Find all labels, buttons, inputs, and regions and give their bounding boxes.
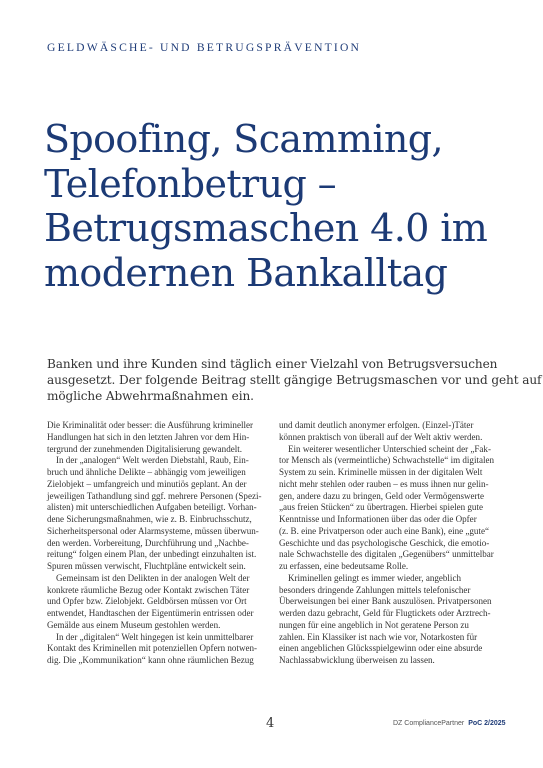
body-line: Spuren müssen verwischt, Fluchtpläne entwickelt sein. — [47, 561, 246, 571]
lead-line: Banken und ihre Kunden sind täglich einer Vielzahl von Betrugsversuchen — [47, 357, 498, 371]
body-line: nungen für eine angeblich in Not geratene Person zu — [279, 619, 469, 630]
body-line: besonders dringende Zahlungen mittels telefonischer — [279, 584, 471, 595]
body-line: tor Mensch als (vermeintliche) Schwachstelle“ im digitalen — [279, 455, 495, 466]
section-kicker: GELDWÄSCHE- UND BETRUGSPRÄVENTION — [47, 41, 362, 54]
body-line: und Opfer bzw. Zielobjekt. Geldbörsen müssen vor Ort — [47, 596, 247, 607]
body-line: Überweisungen bei einer Bank auszulösen. Privatpersonen — [279, 596, 492, 607]
lead-line: ausgesetzt. Der folgende Beitrag stellt gängige Betrugsmaschen vor und geht auf — [47, 373, 542, 387]
body-line: Handlungen hat sich in den letzten Jahren vor dem Hin- — [47, 431, 250, 442]
body-line: Kenntnisse und Informationen über das oder die Opfer — [279, 514, 477, 524]
body-line: Gemeinsam ist den Delikten in der analogen Welt der — [56, 572, 250, 583]
body-line: Zielobjekt – umfangreich und minutiös geplant. An der — [47, 478, 247, 489]
body-column-right — [279, 420, 511, 667]
body-column-left — [47, 420, 279, 667]
body-line: einen angeblichen Glücksspielgewinn oder eine absurde — [279, 643, 483, 654]
title-line: Spoofing, Scamming, — [44, 117, 443, 161]
body-line: gen, andere dazu zu bringen, Geld oder Vermögenswerte — [279, 490, 485, 501]
body-line: bruch und ähnliche Delikte – abhängig vom jeweiligen — [47, 467, 246, 477]
body-line: In der „analogen“ Welt werden Diebstahl, Raub, Ein- — [56, 455, 249, 466]
article-lead — [47, 356, 542, 404]
body-line: (z. B. eine Privatperson oder auch eine Bank), eine „gute“ — [279, 525, 490, 536]
article-title — [44, 117, 514, 295]
title-line: Betrugsmaschen 4.0 im — [44, 206, 488, 250]
body-line: dig. Die „Kommunikation“ kann ohne räumlichen Bezug — [47, 655, 254, 665]
body-line: können praktisch von überall auf der Welt aktiv werden. — [279, 431, 483, 442]
publication-name: DZ CompliancePartner — [393, 720, 465, 727]
page-number: 4 — [266, 716, 275, 731]
body-line: Kriminellen gelingt es immer wieder, angeblich — [288, 572, 461, 583]
body-line: und damit deutlich anonymer erfolgen. (Einzel-)Täter — [279, 420, 474, 430]
body-line: alisten) mit unterschiedlichen Aufgaben beteiligt. Vorhan- — [47, 502, 257, 513]
body-line: den werden. Vorbereitung, Durchführung und „Nachbe- — [47, 537, 249, 548]
body-line: zu erfassen, eine bedeutsame Rolle. — [279, 561, 409, 571]
body-line: werden dazu gebracht, Geld für Flugtickets oder Arztrech- — [279, 608, 491, 618]
body-line: „aus freien Stücken“ zu übertragen. Hierbei spielen gute — [279, 502, 483, 513]
body-line: dene Sicherungsmaßnahmen, wie z. B. Einbruchsschutz, — [47, 514, 252, 524]
body-line: nicht mehr stehlen oder rauben – es muss ihnen nur gelin- — [279, 478, 489, 489]
body-line: nale Schwachstelle des digitalen „Gegenübers“ unmittelbar — [279, 549, 494, 560]
body-line: Gemälde aus einem Museum gestohlen werden. — [47, 619, 221, 630]
body-line: tergrund der zunehmenden Digitalisierung gewandelt. — [47, 443, 243, 454]
body-line: Die Kriminalität oder besser: die Ausführung krimineller — [47, 420, 254, 430]
body-line: Sicherheitspersonal oder Alarmsysteme, müssen überwun- — [47, 525, 259, 536]
body-line: entwendet, Handtaschen der Eigentümerin entrissen oder — [47, 608, 254, 618]
body-line: zahlen. Ein Klassiker ist nach wie vor, Notarkosten für — [279, 631, 478, 642]
body-line: In der „digitalen“ Welt hingegen ist kein unmittelbarer — [56, 631, 254, 642]
body-line: jeweiligen Tathandlung sind ggf. mehrere Personen (Spezi- — [47, 490, 262, 501]
title-line: Telefonbetrug – — [44, 161, 337, 206]
body-line: reitung“ folgen einem Plan, der unbedingt einzuhalten ist. — [47, 549, 257, 560]
body-line: Geschichte und das psychologische Geschick, die emotio- — [279, 537, 490, 548]
body-line: Kontakt des Kriminellen mit potenziellen Opfern notwen- — [47, 643, 258, 654]
title-line: modernen Bankalltag — [44, 250, 448, 295]
page-footer — [393, 720, 506, 727]
body-line: System zu sein. Kriminelle müssen in der digitalen Welt — [279, 467, 483, 477]
body-line: Ein weiterer wesentlicher Unterschied scheint der „Fak- — [288, 443, 491, 454]
lead-line: mögliche Abwehrmaßnahmen ein. — [47, 389, 254, 403]
issue-label: PoC 2/2025 — [468, 720, 506, 727]
body-line: konkrete räumliche Bezug oder Kontakt zwischen Täter — [47, 584, 250, 595]
body-line: Nachlassabwicklung überweisen zu lassen. — [279, 655, 435, 665]
